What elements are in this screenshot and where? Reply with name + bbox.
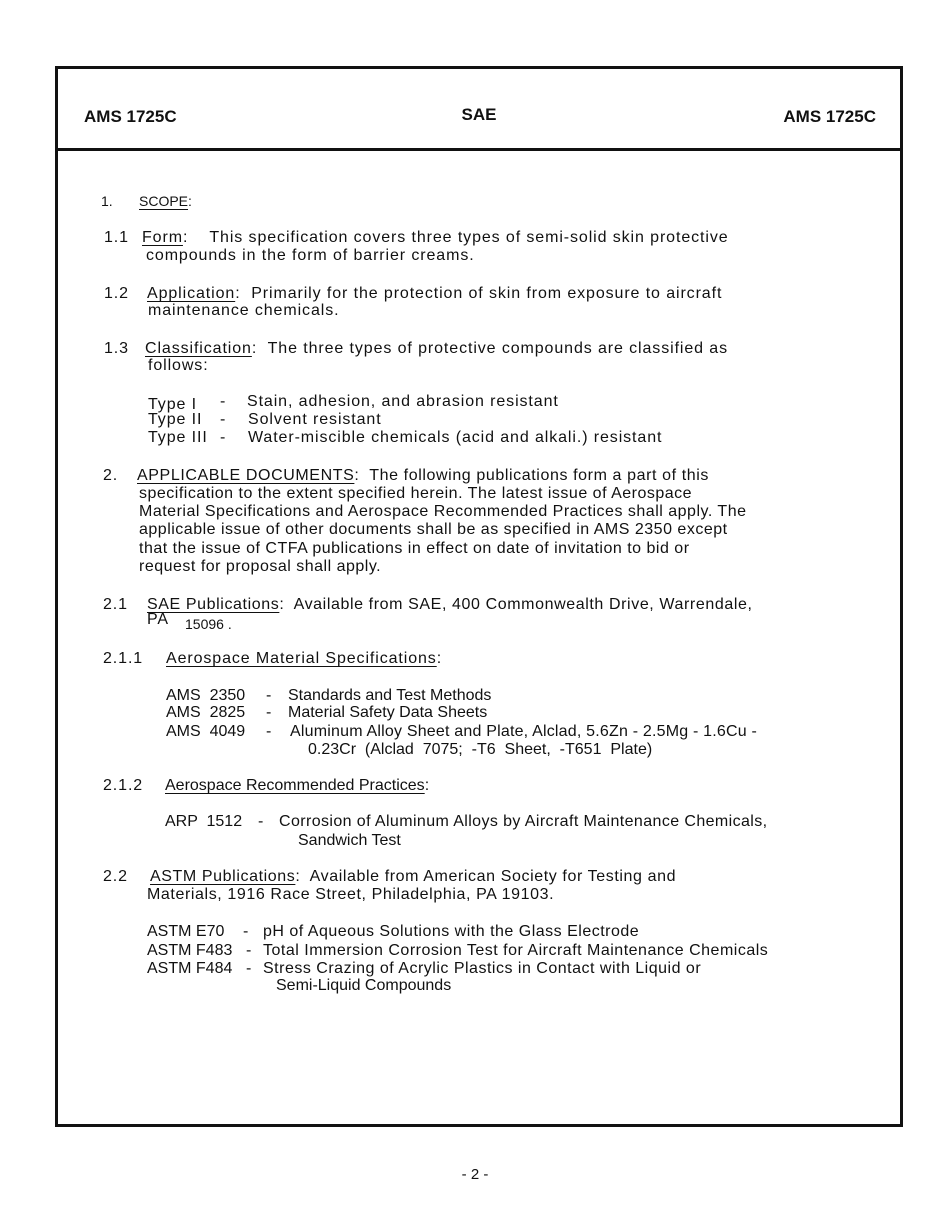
spec-code: AMS 4049 [166,723,246,740]
standard-code: ASTM E70 [147,923,225,940]
type-dash: - [220,411,227,428]
standard-code: ASTM F483 [147,942,233,959]
type-description: Solvent resistant [248,411,382,428]
paragraph-line: maintenance chemicals. [148,302,340,319]
paragraph-text: : Primarily for the protection of skin from exposure to aircraft [235,285,723,302]
paragraph-text: : Available from SAE, 400 Commonwealth Drive, Warrendale, [279,596,753,613]
paragraph-line [147,285,722,303]
standard-dash: - [246,942,252,959]
header-doc-number-right: AMS 1725C [783,107,876,126]
postal-code: 15096 . [185,616,232,632]
spec-dash: - [266,687,272,704]
section-number: 1.1 [104,229,129,246]
section-title-text: Aerospace Recommended Practices [165,777,425,794]
practice-description-continued: Sandwich Test [298,832,401,849]
paragraph-text: : Available from American Society for Testing and [295,868,677,885]
paragraph-text: PA [147,611,169,628]
section-title [139,192,192,210]
section-number: 2.1.1 [103,650,144,667]
standard-description-continued: Semi-Liquid Compounds [276,977,452,994]
header-org: SAE [461,105,497,124]
type-description: Water-miscible chemicals (acid and alkali.) resistant [248,429,663,446]
paragraph-line: applicable issue of other documents shall be as specified in AMS 2350 except [139,521,728,538]
paragraph-line: Material Specifications and Aerospace Recommended Practices shall apply. The [139,503,747,520]
type-dash: - [220,393,227,410]
section-title [166,650,442,668]
section-title-text: ASTM Publications [150,868,296,885]
paragraph-line: request for proposal shall apply. [139,558,382,575]
section-number: 1.2 [104,285,129,302]
type-description: Stain, adhesion, and abrasion resistant [247,393,559,410]
type-label: Type I [148,396,197,413]
type-label: Type III [148,429,208,446]
spec-code: AMS 2350 [166,687,246,704]
spec-description: Material Safety Data Sheets [288,704,488,721]
section-number: 2.1 [103,596,128,613]
practice-code: ARP 1512 [165,813,243,830]
paragraph-line [147,596,753,614]
practice-description: Corrosion of Aluminum Alloys by Aircraft Maintenance Chemicals, [279,813,768,830]
spec-description: Standards and Test Methods [288,687,492,704]
section-title [165,777,429,795]
section-number: 1.3 [104,340,129,357]
section-title-text: SAE Publications [147,596,280,613]
section-title-text: Classification [145,340,252,357]
page-number: - 2 - [461,1166,489,1183]
section-title-text: Form [142,229,183,246]
paragraph-line [150,868,676,886]
practice-dash: - [258,813,264,830]
section-title-text: Application [147,285,236,302]
standard-description: Stress Crazing of Acrylic Plastics in Contact with Liquid or [263,960,702,977]
section-number: 1. [101,193,113,209]
paragraph-line: compounds in the form of barrier creams. [146,247,475,264]
paragraph-text: : The following publications form a part of this [354,467,709,484]
spec-description: Aluminum Alloy Sheet and Plate, Alclad, 5.6Zn - 2.5Mg - 1.6Cu - [290,723,758,740]
paragraph-line: specification to the extent specified herein. The latest issue of Aerospace [139,485,693,502]
paragraph-line: that the issue of CTFA publications in effect on date of invitation to bid or [139,540,690,557]
section-title-text: SCOPE [139,193,189,209]
type-dash: - [220,429,227,446]
paragraph-line: follows: [148,357,209,374]
section-title-colon: : [424,777,430,794]
document-header [58,69,900,151]
standard-description: pH of Aqueous Solutions with the Glass Electrode [263,923,640,940]
paragraph-line [137,467,709,485]
header-doc-number-left: AMS 1725C [84,107,177,126]
section-title-text: APPLICABLE DOCUMENTS [137,467,355,484]
paragraph-text: : The three types of protective compounds are classified as [251,340,729,357]
spec-description-continued: 0.23Cr (Alclad 7075; -T6 Sheet, -T651 Plate) [308,741,653,758]
type-label: Type II [148,411,203,428]
section-number: 2.1.2 [103,777,144,794]
spec-dash: - [266,723,272,740]
standard-code: ASTM F484 [147,960,233,977]
section-title-colon: : [188,193,192,209]
paragraph-line: Materials, 1916 Race Street, Philadelphia, PA 19103. [147,886,555,903]
section-number: 2.2 [103,868,128,885]
standard-dash: - [243,923,249,940]
standard-description: Total Immersion Corrosion Test for Aircraft Maintenance Chemicals [263,942,769,959]
spec-code: AMS 2825 [166,704,246,721]
standard-dash: - [246,960,252,977]
section-title-text: Aerospace Material Specifications [166,650,437,667]
paragraph-text: : This specification covers three types of semi-solid skin protective [182,229,729,246]
paragraph-line [142,229,729,247]
spec-dash: - [266,704,272,721]
paragraph-line [145,340,728,358]
section-number: 2. [103,467,119,484]
section-title-colon: : [436,650,443,667]
